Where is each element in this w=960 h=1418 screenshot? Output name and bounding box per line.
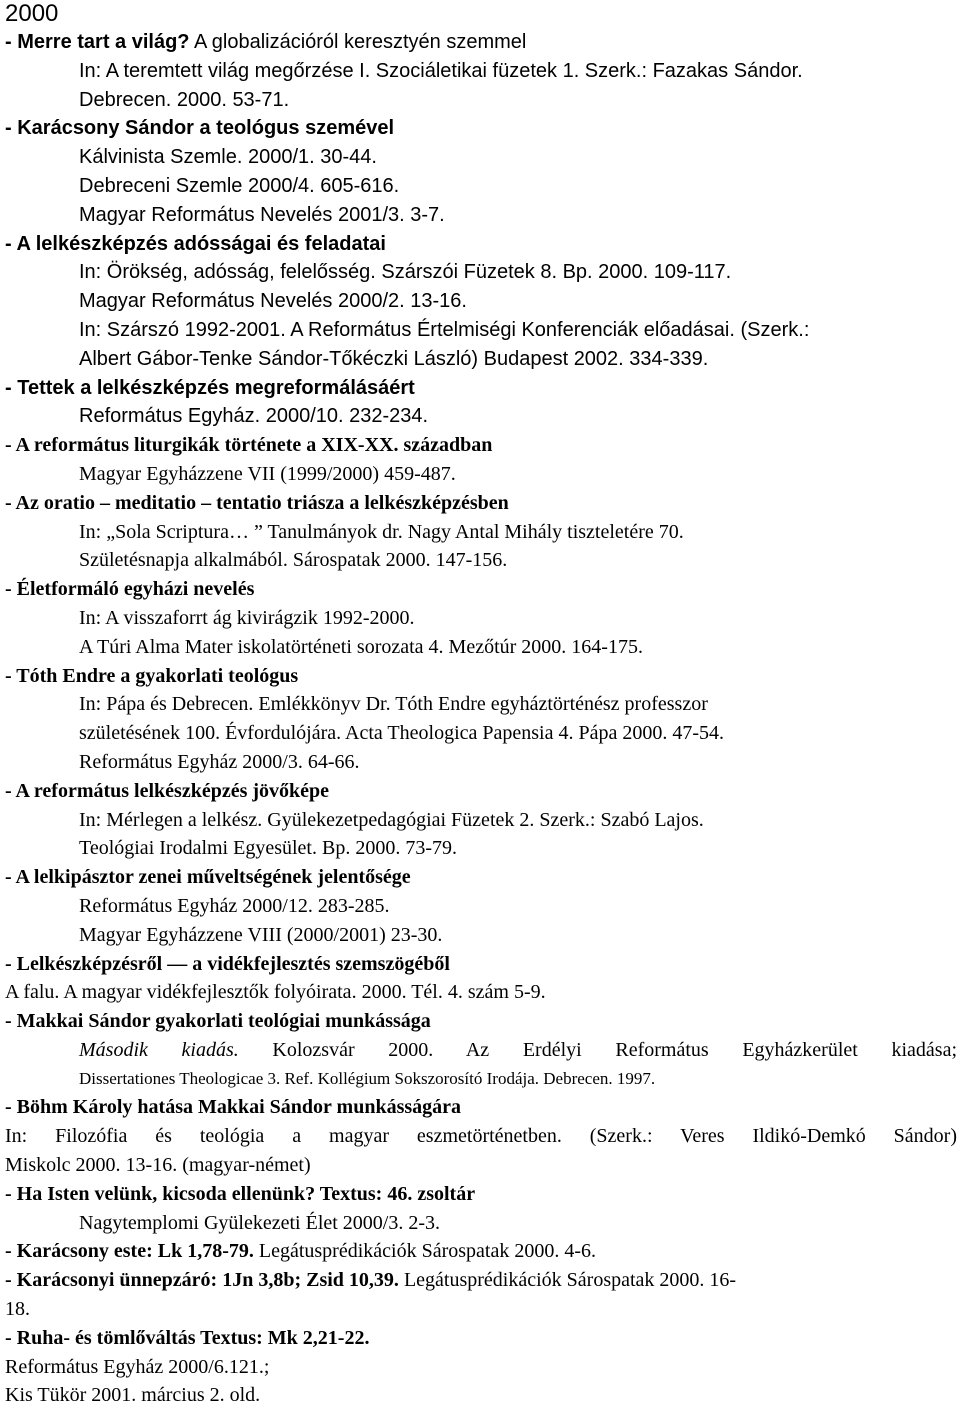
bibliography-entry	[5, 1180, 957, 1238]
entry-line: Magyar Egyházzene VII (1999/2000) 459-487.	[79, 462, 456, 485]
entry-line: Magyar Református Nevelés 2000/2. 13-16.	[79, 290, 467, 313]
entry-title-line	[5, 1266, 957, 1295]
entry-title-line	[5, 1180, 957, 1209]
entry-title: - Ha Isten velünk, kicsoda ellenünk? Textus: 46. zsoltár	[5, 1182, 476, 1205]
entry-title: - Karácsony este: Lk 1,78-79.	[5, 1240, 254, 1263]
entry-line: In: Szárszó 1992-2001. A Református Értelmiségi Konferenciák előadásai. (Szerk.:	[79, 318, 810, 341]
bibliography-entry	[5, 1266, 957, 1324]
entry-line: Református Egyház 2000/3. 64-66.	[79, 750, 360, 773]
entry-title-line	[5, 575, 957, 604]
entry-line: Teológiai Irodalmi Egyesület. Bp. 2000. 73-79.	[79, 837, 457, 860]
entry-line: In: Filozófia és teológia a magyar eszmetörténetben. (Szerk.: Veres Ildikó-Demkó Sándor)	[5, 1125, 957, 1148]
bibliography-entry	[5, 374, 957, 432]
entry-title-line	[5, 431, 957, 460]
entry-title: - Merre tart a világ?	[5, 31, 190, 53]
entry-line: Református Egyház. 2000/10. 232-234.	[79, 405, 429, 428]
entry-title: - Böhm Károly hatása Makkai Sándor munkásságára	[5, 1096, 462, 1119]
bibliography-entry	[5, 950, 957, 1008]
bibliography-page	[5, 0, 957, 1410]
entry-title-line	[5, 1237, 957, 1266]
entry-line: In: Örökség, adósság, felelősség. Szárszói Füzetek 8. Bp. 2000. 109-117.	[79, 261, 732, 284]
bibliography-entry	[5, 863, 957, 949]
entry-line: Magyar Egyházzene VIII (2000/2001) 23-30.	[79, 923, 443, 946]
bibliography-entry	[5, 662, 957, 777]
entry-title-line	[5, 230, 957, 259]
bibliography-entry	[5, 1007, 957, 1093]
year-heading: 2000	[5, 0, 59, 27]
entry-line: A falu. A magyar vidékfejlesztők folyóirata. 2000. Tél. 4. szám 5-9.	[5, 981, 546, 1004]
entry-line: Debreceni Szemle 2000/4. 605-616.	[79, 174, 400, 197]
bibliography-entry	[5, 28, 957, 114]
entry-line: In: „Sola Scriptura… ” Tanulmányok dr. Nagy Antal Mihály tiszteletére 70.	[79, 520, 684, 543]
entry-title: - Tóth Endre a gyakorlati teológus	[5, 664, 299, 687]
entry-title-line	[5, 489, 957, 518]
entry-line: In: Pápa és Debrecen. Emlékkönyv Dr. Tóth Endre egyháztörténész professzor	[79, 693, 708, 716]
entry-title: - A református liturgikák története a XIX-XX. században	[5, 434, 493, 457]
entry-line: Miskolc 2000. 13-16. (magyar-német)	[5, 1154, 311, 1177]
entry-title-line	[5, 28, 957, 57]
entry-title: - Makkai Sándor gyakorlati teológiai munkássága	[5, 1010, 431, 1033]
entry-line: Születésnapja alkalmából. Sárospatak 2000. 147-156.	[79, 549, 508, 572]
entry-line: 18.	[5, 1298, 30, 1321]
entry-title-line	[5, 1324, 957, 1353]
entry-title: - A lelkipásztor zenei műveltségének jelentősége	[5, 866, 411, 889]
entry-title: - Ruha- és tömlőváltás Textus: Mk 2,21-22.	[5, 1326, 370, 1349]
bibliography-entry	[5, 489, 957, 575]
entry-title-line	[5, 1093, 957, 1122]
entry-title: - A református lelkészképzés jövőképe	[5, 779, 330, 802]
entry-title-line	[5, 777, 957, 806]
entry-title: - Karácsonyi ünnepzáró: 1Jn 3,8b; Zsid 10,39.	[5, 1269, 399, 1292]
entry-title-line	[5, 950, 957, 979]
entry-line: Kálvinista Szemle. 2000/1. 30-44.	[79, 146, 377, 169]
entry-line: Albert Gábor-Tenke Sándor-Tőkéczki László) Budapest 2002. 334-339.	[79, 347, 709, 370]
edition-note: Második kiadás.	[79, 1038, 239, 1061]
entry-line: Debrecen. 2000. 53-71.	[79, 88, 290, 111]
entry-subtitle: A globalizációról keresztyén szemmel	[189, 31, 527, 53]
entry-line: Magyar Református Nevelés 2001/3. 3-7.	[79, 203, 445, 226]
entry-line: születésének 100. Évfordulójára. Acta Theologica Papensia 4. Pápa 2000. 47-54.	[79, 722, 725, 745]
entry-title: - Lelkészképzésről –– a vidékfejlesztés szemszögéből	[5, 952, 450, 975]
entry-line: In: A visszaforrt ág kivirágzik 1992-2000.	[79, 606, 415, 629]
entry-title: - Karácsony Sándor a teológus szemével	[5, 117, 395, 140]
bibliography-entry	[5, 1237, 957, 1266]
bibliography-entry	[5, 1324, 957, 1410]
entry-title: - Tettek a lelkészképzés megreformálásáért	[5, 376, 415, 399]
bibliography-entry	[5, 230, 957, 374]
entry-title-line	[5, 662, 957, 691]
entry-title-line	[5, 114, 957, 143]
entry-title: - A lelkészképzés adósságai és feladatai	[5, 232, 386, 255]
entry-line	[5, 1036, 957, 1065]
entry-subtitle: Legátusprédikációk Sárospatak 2000. 4-6.	[253, 1240, 596, 1263]
entry-line: Nagytemplomi Gyülekezeti Élet 2000/3. 2-3.	[79, 1211, 441, 1234]
bibliography-entry	[5, 1093, 957, 1179]
entry-line-small: Dissertationes Theologicae 3. Ref. Kollégium Sokszorosító Irodája. Debrecen. 1997.	[79, 1068, 656, 1088]
entry-title-line	[5, 374, 957, 403]
bibliography-entry	[5, 575, 957, 661]
bibliography-entry	[5, 777, 957, 863]
entry-title: - Életformáló egyházi nevelés	[5, 578, 255, 601]
entry-line-rest: Kolozsvár 2000. Az Erdélyi Református Egyházkerület kiadása;	[238, 1038, 958, 1061]
entry-line: Kis Tükör 2001. március 2. old.	[5, 1384, 261, 1407]
entry-title-line	[5, 1007, 957, 1036]
bibliography-entry	[5, 114, 957, 229]
entry-title-line	[5, 863, 957, 892]
entry-line: In: Mérlegen a lelkész. Gyülekezetpedagógiai Füzetek 2. Szerk.: Szabó Lajos.	[79, 808, 704, 831]
entry-line: A Túri Alma Mater iskolatörténeti sorozata 4. Mezőtúr 2000. 164-175.	[79, 635, 643, 658]
entry-line: Református Egyház 2000/12. 283-285.	[79, 894, 390, 917]
entry-line: Református Egyház 2000/6.121.;	[5, 1355, 270, 1378]
entry-subtitle: Legátusprédikációk Sárospatak 2000. 16-	[398, 1269, 737, 1292]
entry-title: - Az oratio – meditatio – tentatio triásza a lelkészképzésben	[5, 491, 509, 514]
entry-line: In: A teremtett világ megőrzése I. Szociáletikai füzetek 1. Szerk.: Fazakas Sándor.	[79, 59, 803, 82]
bibliography-entry	[5, 431, 957, 489]
